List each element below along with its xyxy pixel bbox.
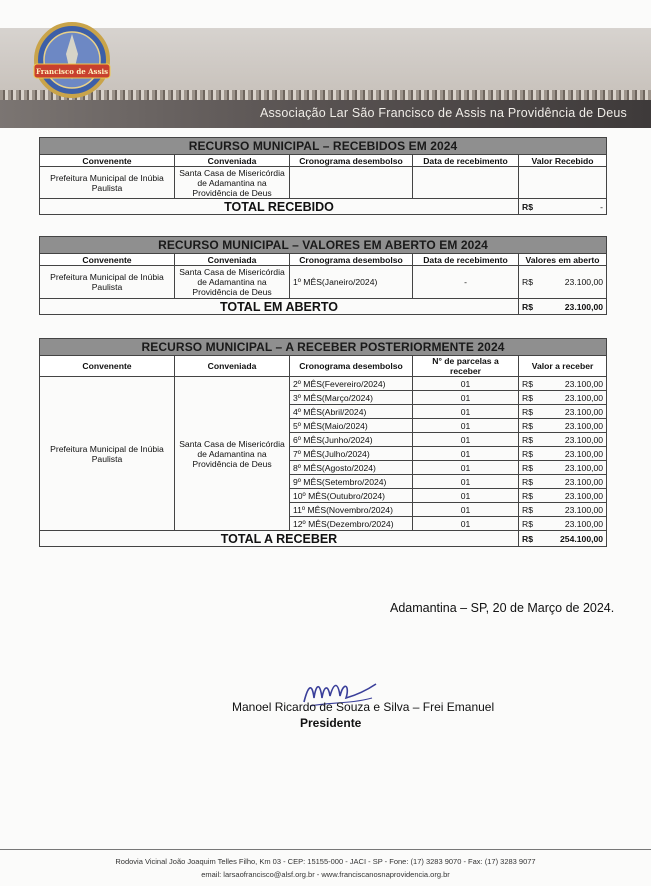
column-header: Convenente <box>40 155 175 167</box>
receivable-section <box>39 338 606 547</box>
total-open-value <box>519 299 607 315</box>
conveniada-cell: Santa Casa de Misericórdia de Adamantina na Providência de Deus <box>175 377 290 531</box>
receivable-title: RECURSO MUNICIPAL – A RECEBER POSTERIORMENTE 2024 <box>40 339 607 356</box>
total-amount: 23.100,00 <box>564 301 604 312</box>
column-header: Valores em aberto <box>519 254 607 266</box>
date-line: Adamantina – SP, 20 de Março de 2024. <box>390 601 615 615</box>
amount: 23.100,00 <box>564 490 604 501</box>
currency-label: R$ <box>522 277 533 287</box>
installments-cell: 01 <box>413 405 519 419</box>
column-header: Cronograma desembolso <box>290 356 413 377</box>
amount: 23.100,00 <box>564 378 604 389</box>
conveniada-cell: Santa Casa de Misericórdia de Adamantina na Providência de Deus <box>175 167 290 199</box>
installments-cell: 01 <box>413 447 519 461</box>
installments-cell: 01 <box>413 433 519 447</box>
cronograma-cell: 3º MÊS(Março/2024) <box>290 391 413 405</box>
cronograma-cell: 10º MÊS(Outubro/2024) <box>290 489 413 503</box>
currency-label: R$ <box>522 420 533 431</box>
amount: 23.100,00 <box>564 476 604 487</box>
value-cell <box>519 405 607 419</box>
value-cell <box>519 419 607 433</box>
signatory-name: Manoel Ricardo de Souza e Silva – Frei Emanuel <box>232 700 495 714</box>
value-cell <box>519 377 607 391</box>
currency-label: R$ <box>522 201 533 212</box>
open-title: RECURSO MUNICIPAL – VALORES EM ABERTO EM 2024 <box>40 237 607 254</box>
association-name: Associação Lar São Francisco de Assis na Providência de Deus <box>259 106 627 120</box>
footer-divider <box>0 849 651 850</box>
total-amount: - <box>600 201 604 212</box>
installments-cell: 01 <box>413 461 519 475</box>
cronograma-cell: 6º MÊS(Junho/2024) <box>290 433 413 447</box>
currency-label: R$ <box>522 301 533 312</box>
total-received-value <box>519 199 607 215</box>
open-table <box>39 236 607 315</box>
date-cell: - <box>413 266 519 299</box>
amount: 23.100,00 <box>564 277 604 287</box>
column-header: Data de recebimento <box>413 254 519 266</box>
cronograma-cell: 8º MÊS(Agosto/2024) <box>290 461 413 475</box>
open-section <box>39 236 606 315</box>
currency-label: R$ <box>522 378 533 389</box>
value-cell <box>519 391 607 405</box>
currency-label: R$ <box>522 448 533 459</box>
logo-lettering: Francisco de Assis <box>35 67 109 76</box>
signatory-role: Presidente <box>300 716 362 730</box>
installments-cell: 01 <box>413 489 519 503</box>
installments-cell: 01 <box>413 475 519 489</box>
column-header: Convenente <box>40 254 175 266</box>
total-receivable-value <box>519 531 607 547</box>
value-cell <box>519 266 607 299</box>
total-receivable-label: TOTAL A RECEBER <box>40 531 519 547</box>
value-cell <box>519 503 607 517</box>
amount: 23.100,00 <box>564 504 604 515</box>
installments-cell: 01 <box>413 419 519 433</box>
value-cell <box>519 475 607 489</box>
cronograma-cell: 1º MÊS(Janeiro/2024) <box>290 266 413 299</box>
currency-label: R$ <box>522 490 533 501</box>
received-title: RECURSO MUNICIPAL – RECEBIDOS EM 2024 <box>40 138 607 155</box>
cronograma-cell: 5º MÊS(Maio/2024) <box>290 419 413 433</box>
cronograma-cell: 11º MÊS(Novembro/2024) <box>290 503 413 517</box>
receivable-table <box>39 338 607 547</box>
date-cell <box>413 167 519 199</box>
convenente-cell: Prefeitura Municipal de Inúbia Paulista <box>40 266 175 299</box>
amount: 23.100,00 <box>564 420 604 431</box>
value-cell <box>519 167 607 199</box>
currency-label: R$ <box>522 434 533 445</box>
currency-label: R$ <box>522 533 533 544</box>
amount: 23.100,00 <box>564 392 604 403</box>
amount: 23.100,00 <box>564 434 604 445</box>
convenente-cell: Prefeitura Municipal de Inúbia Paulista <box>40 377 175 531</box>
association-logo <box>26 20 122 102</box>
installments-cell: 01 <box>413 377 519 391</box>
footer-contact: email: larsaofrancisco@alsf.org.br - www.franciscanosnaprovidencia.org.br <box>201 870 450 879</box>
received-table <box>39 137 607 215</box>
cronograma-cell: 4º MÊS(Abril/2024) <box>290 405 413 419</box>
convenente-cell: Prefeitura Municipal de Inúbia Paulista <box>40 167 175 199</box>
currency-label: R$ <box>522 392 533 403</box>
column-header: Convenente <box>40 356 175 377</box>
column-header: Valor a receber <box>519 356 607 377</box>
value-cell <box>519 517 607 531</box>
value-cell <box>519 433 607 447</box>
currency-label: R$ <box>522 406 533 417</box>
amount: 23.100,00 <box>564 406 604 417</box>
currency-label: R$ <box>522 504 533 515</box>
footer-address: Rodovia Vicinal João Joaquim Telles Filho, Km 03 - CEP: 15155-000 - JACI - SP - Fone: (17) 3283 9070 - Fax: (17) 3283 9077 <box>115 857 536 866</box>
cronograma-cell: 9º MÊS(Setembro/2024) <box>290 475 413 489</box>
received-section <box>39 137 606 215</box>
amount: 23.100,00 <box>564 518 604 529</box>
cronograma-cell: 2º MÊS(Fevereiro/2024) <box>290 377 413 391</box>
column-header: Data de recebimento <box>413 155 519 167</box>
cronograma-cell: 12º MÊS(Dezembro/2024) <box>290 517 413 531</box>
column-header: Cronograma desembolso <box>290 155 413 167</box>
cronograma-cell <box>290 167 413 199</box>
total-received-label: TOTAL RECEBIDO <box>40 199 519 215</box>
column-header: Conveniada <box>175 356 290 377</box>
currency-label: R$ <box>522 518 533 529</box>
amount: 23.100,00 <box>564 448 604 459</box>
installments-cell: 01 <box>413 517 519 531</box>
letterhead <box>0 28 651 126</box>
total-amount: 254.100,00 <box>560 533 604 544</box>
installments-cell: 01 <box>413 391 519 405</box>
installments-cell: 01 <box>413 503 519 517</box>
column-header: N° de parcelas a receber <box>413 356 519 377</box>
value-cell <box>519 447 607 461</box>
currency-label: R$ <box>522 476 533 487</box>
table-row <box>40 377 607 391</box>
amount: 23.100,00 <box>564 462 604 473</box>
column-header: Cronograma desembolso <box>290 254 413 266</box>
cronograma-cell: 7º MÊS(Julho/2024) <box>290 447 413 461</box>
column-header: Conveniada <box>175 254 290 266</box>
conveniada-cell: Santa Casa de Misericórdia de Adamantina na Providência de Deus <box>175 266 290 299</box>
column-header: Valor Recebido <box>519 155 607 167</box>
currency-label: R$ <box>522 462 533 473</box>
value-cell <box>519 489 607 503</box>
column-header: Conveniada <box>175 155 290 167</box>
receivable-rows <box>40 377 607 531</box>
total-open-label: TOTAL EM ABERTO <box>40 299 519 315</box>
value-cell <box>519 461 607 475</box>
